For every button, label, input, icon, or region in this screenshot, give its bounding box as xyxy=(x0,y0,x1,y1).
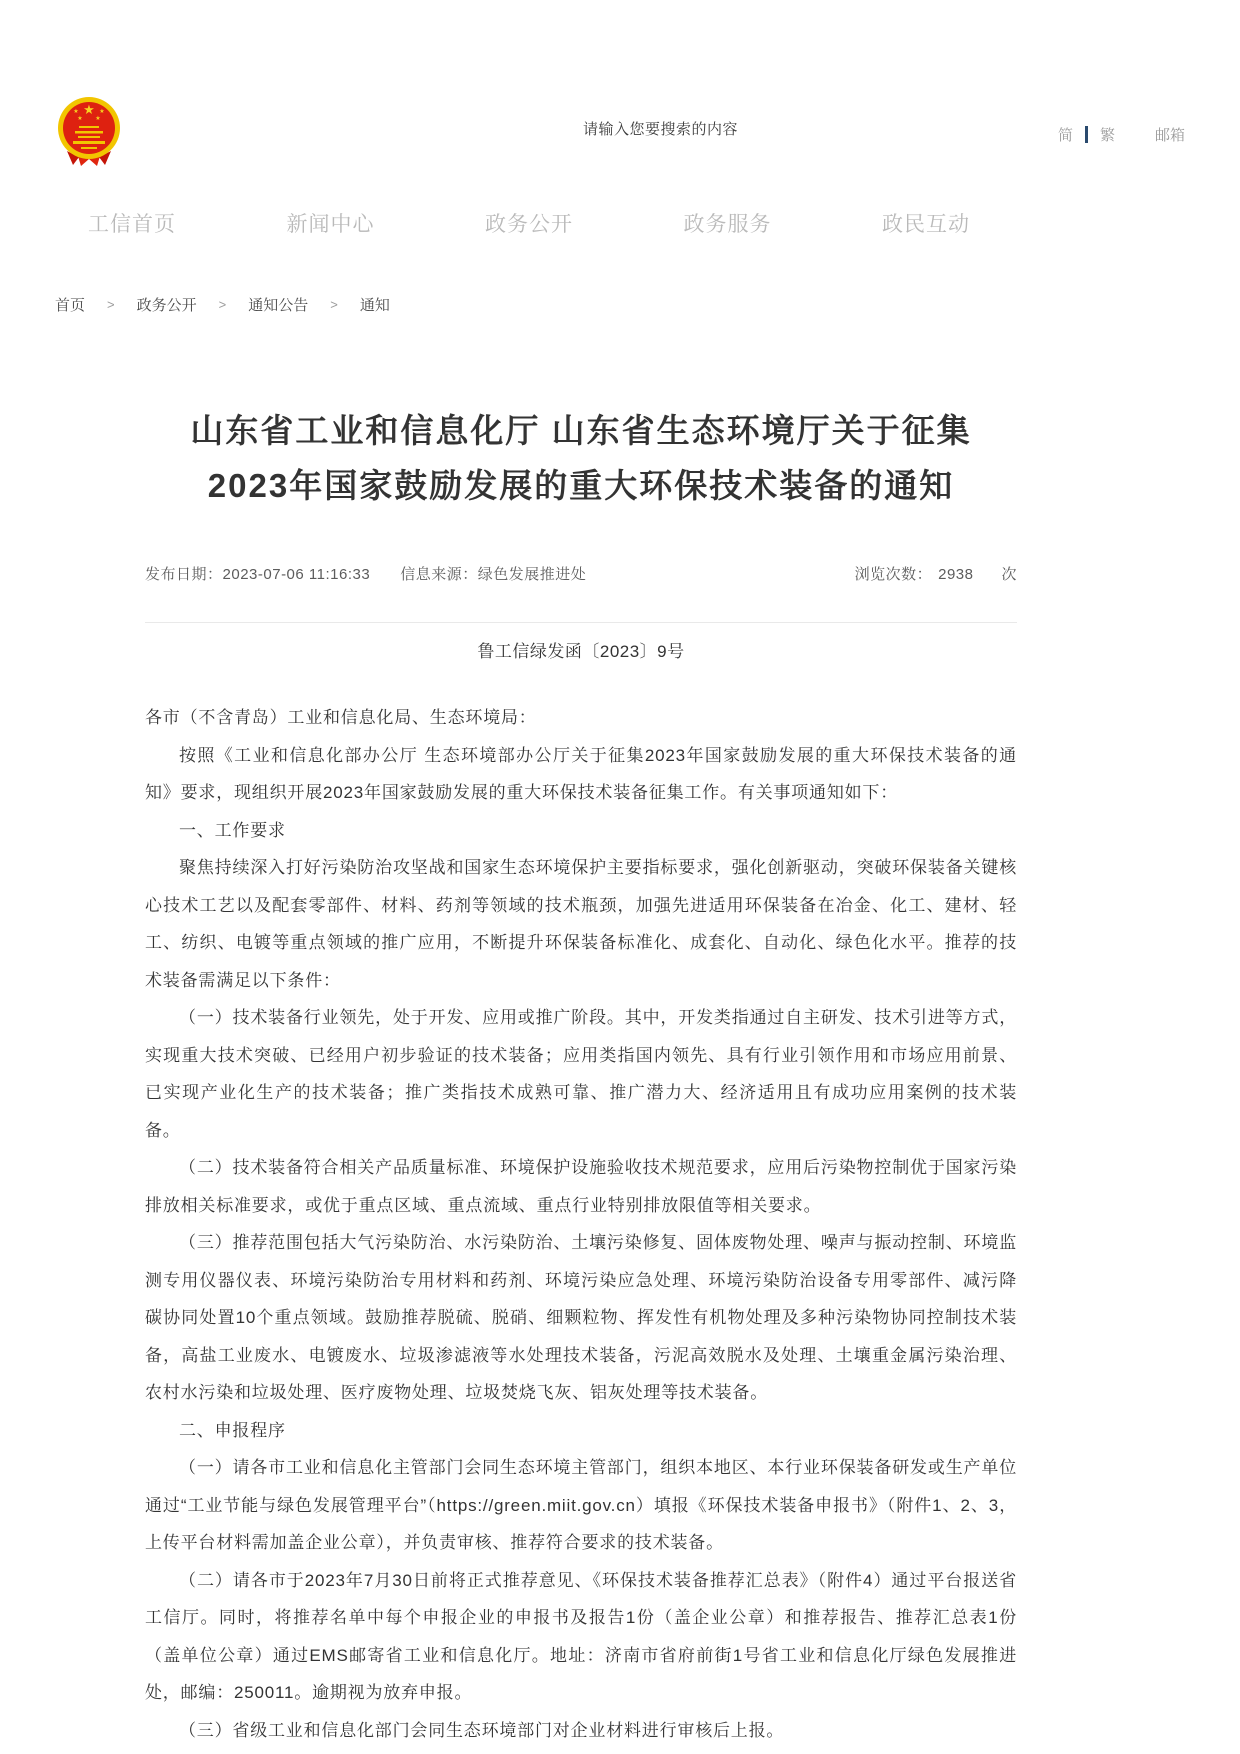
page-title-line1: 山东省工业和信息化厅 山东省生态环境厅关于征集 xyxy=(190,412,972,449)
article-meta-left xyxy=(145,563,586,584)
breadcrumb-item[interactable]: 首页 xyxy=(55,297,86,314)
svg-text:★: ★ xyxy=(73,109,79,115)
breadcrumb xyxy=(55,294,1240,315)
article-paragraph: 按照《工业和信息化部办公厅 生态环境部办公厅关于征集2023年国家鼓励发展的重大环保技术装备的通知》要求，现组织开展2023年国家鼓励发展的重大环保技术装备征集工作。有关事项通知如下： xyxy=(145,745,1017,802)
search-input[interactable] xyxy=(583,112,883,146)
national-emblem-logo[interactable] xyxy=(55,95,123,169)
svg-text:★: ★ xyxy=(95,116,101,122)
mailbox-link[interactable]: 邮箱 xyxy=(1154,127,1185,144)
nav-item-gov-service[interactable]: 政务服务 xyxy=(683,213,772,236)
national-emblem-icon xyxy=(55,95,123,169)
page-title-line2: 2023年国家鼓励发展的重大环保技术装备的通知 xyxy=(207,467,955,504)
article-paragraph: （一）技术装备行业领先，处于开发、应用或推广阶段。其中，开发类指通过自主研发、技术引进等方式，实现重大技术突破、已经用户初步验证的技术装备；应用类指国内领先、具有行业引领作用和市场应用前景、已实现产业化生产的技术装备；推广类指技术成熟可靠、推广潜力大、经济适用且有成功应用案例的技术装备。 xyxy=(145,1008,1017,1140)
view-count-unit: 次 xyxy=(1001,566,1017,583)
nav-item-news[interactable]: 新闻中心 xyxy=(286,213,375,236)
publish-date xyxy=(145,563,370,584)
page-title xyxy=(145,403,1017,513)
breadcrumb-item[interactable]: 政务公开 xyxy=(136,297,197,314)
article-meta xyxy=(145,563,1017,584)
document-number: 鲁工信绿发函〔2023〕9号 xyxy=(477,642,685,661)
article-paragraph: （三）推荐范围包括大气污染防治、水污染防治、土壤污染修复、固体废物处理、噪声与振动控制、环境监测专用仪器仪表、环境污染防治专用材料和药剂、环境污染应急处理、环境污染防治设备专用零部件、减污降碳协同处置10个重点领域。鼓励推荐脱硫、脱硝、细颗粒物、挥发性有机物处理及多种污染物协同控制技术装备，高盐工业废水、电镀废水、垃圾渗滤液等水处理技术装备，污泥高效脱水及处理、土壤重金属污染治理、农村水污染和垃圾处理、医疗废物处理、垃圾焚烧飞灰、铝灰处理等技术装备。 xyxy=(145,1233,1017,1402)
language-switcher xyxy=(1058,124,1185,145)
lang-traditional[interactable]: 繁 xyxy=(1099,127,1115,144)
svg-text:★: ★ xyxy=(99,109,105,115)
breadcrumb-separator: > xyxy=(107,297,115,312)
article-paragraph: （三）省级工业和信息化部门会同生态环境部门对企业材料进行审核后上报。 xyxy=(179,1720,785,1740)
breadcrumb-item[interactable]: 通知公告 xyxy=(248,297,309,314)
meta-divider xyxy=(145,622,1017,623)
breadcrumb-item[interactable]: 通知 xyxy=(359,297,390,314)
lang-divider xyxy=(1085,126,1088,143)
view-count-value: 2938 xyxy=(938,566,974,583)
publish-date-label: 发布日期： xyxy=(145,566,223,583)
view-count xyxy=(855,563,1017,584)
view-count-label: 浏览次数： xyxy=(854,566,933,583)
info-source-value: 绿色发展推进处 xyxy=(477,566,587,583)
info-source xyxy=(400,563,586,584)
article-paragraph: 一、工作要求 xyxy=(179,820,286,840)
article-paragraph: （二）技术装备符合相关产品质量标准、环境保护设施验收技术规范要求，应用后污染物控制优于国家污染排放相关标准要求，或优于重点区域、重点流域、重点行业特别排放限值等相关要求。 xyxy=(145,1158,1017,1215)
svg-text:★: ★ xyxy=(83,102,95,117)
article-body xyxy=(145,699,1017,1749)
article-paragraph: 聚焦持续深入打好污染防治攻坚战和国家生态环境保护主要指标要求，强化创新驱动，突破环保装备关键核心技术工艺以及配套零部件、材料、药剂等领域的技术瓶颈，加强先进适用环保装备在冶金、化工、建材、轻工、纺织、电镀等重点领域的推广应用，不断提升环保装备标准化、成套化、自动化、绿色化水平。推荐的技术装备需满足以下条件： xyxy=(145,858,1017,990)
search-area xyxy=(583,112,883,146)
breadcrumb-separator: > xyxy=(330,297,338,312)
article-paragraph: （一）请各市工业和信息化主管部门会同生态环境主管部门，组织本地区、本行业环保装备研发或生产单位通过“工业节能与绿色发展管理平台”（https://green.miit.gov.cn）填报《环保技术装备申报书》（附件1、2、3，上传平台材料需加盖企业公章），并负责审核、推荐符合要求的技术装备。 xyxy=(145,1458,1017,1552)
article-paragraph: （二）请各市于2023年7月30日前将正式推荐意见、《环保技术装备推荐汇总表》（附件4）通过平台报送省工信厅。同时，将推荐名单中每个申报企业的申报书及报告1份（盖企业公章）和推荐报告、推荐汇总表1份（盖单位公章）通过EMS邮寄省工业和信息化厅。地址：济南市省府前街1号省工业和信息化厅绿色发展推进处，邮编：250011。逾期视为放弃申报。 xyxy=(145,1570,1017,1702)
info-source-label: 信息来源： xyxy=(400,566,478,583)
publish-date-value: 2023-07-06 11:16:33 xyxy=(222,566,371,583)
nav-item-interaction[interactable]: 政民互动 xyxy=(882,213,970,236)
article-paragraph: 二、申报程序 xyxy=(179,1420,286,1440)
nav-item-home[interactable]: 工信首页 xyxy=(88,213,176,236)
svg-text:★: ★ xyxy=(77,116,83,122)
lang-simplified[interactable]: 简 xyxy=(1057,127,1073,144)
site-header xyxy=(0,0,1240,192)
main-nav xyxy=(88,208,970,238)
article xyxy=(145,403,1017,1749)
nav-item-gov-info[interactable]: 政务公开 xyxy=(485,213,573,236)
article-paragraph: 各市（不含青岛）工业和信息化局、生态环境局： xyxy=(145,708,537,727)
breadcrumb-separator: > xyxy=(218,297,227,312)
